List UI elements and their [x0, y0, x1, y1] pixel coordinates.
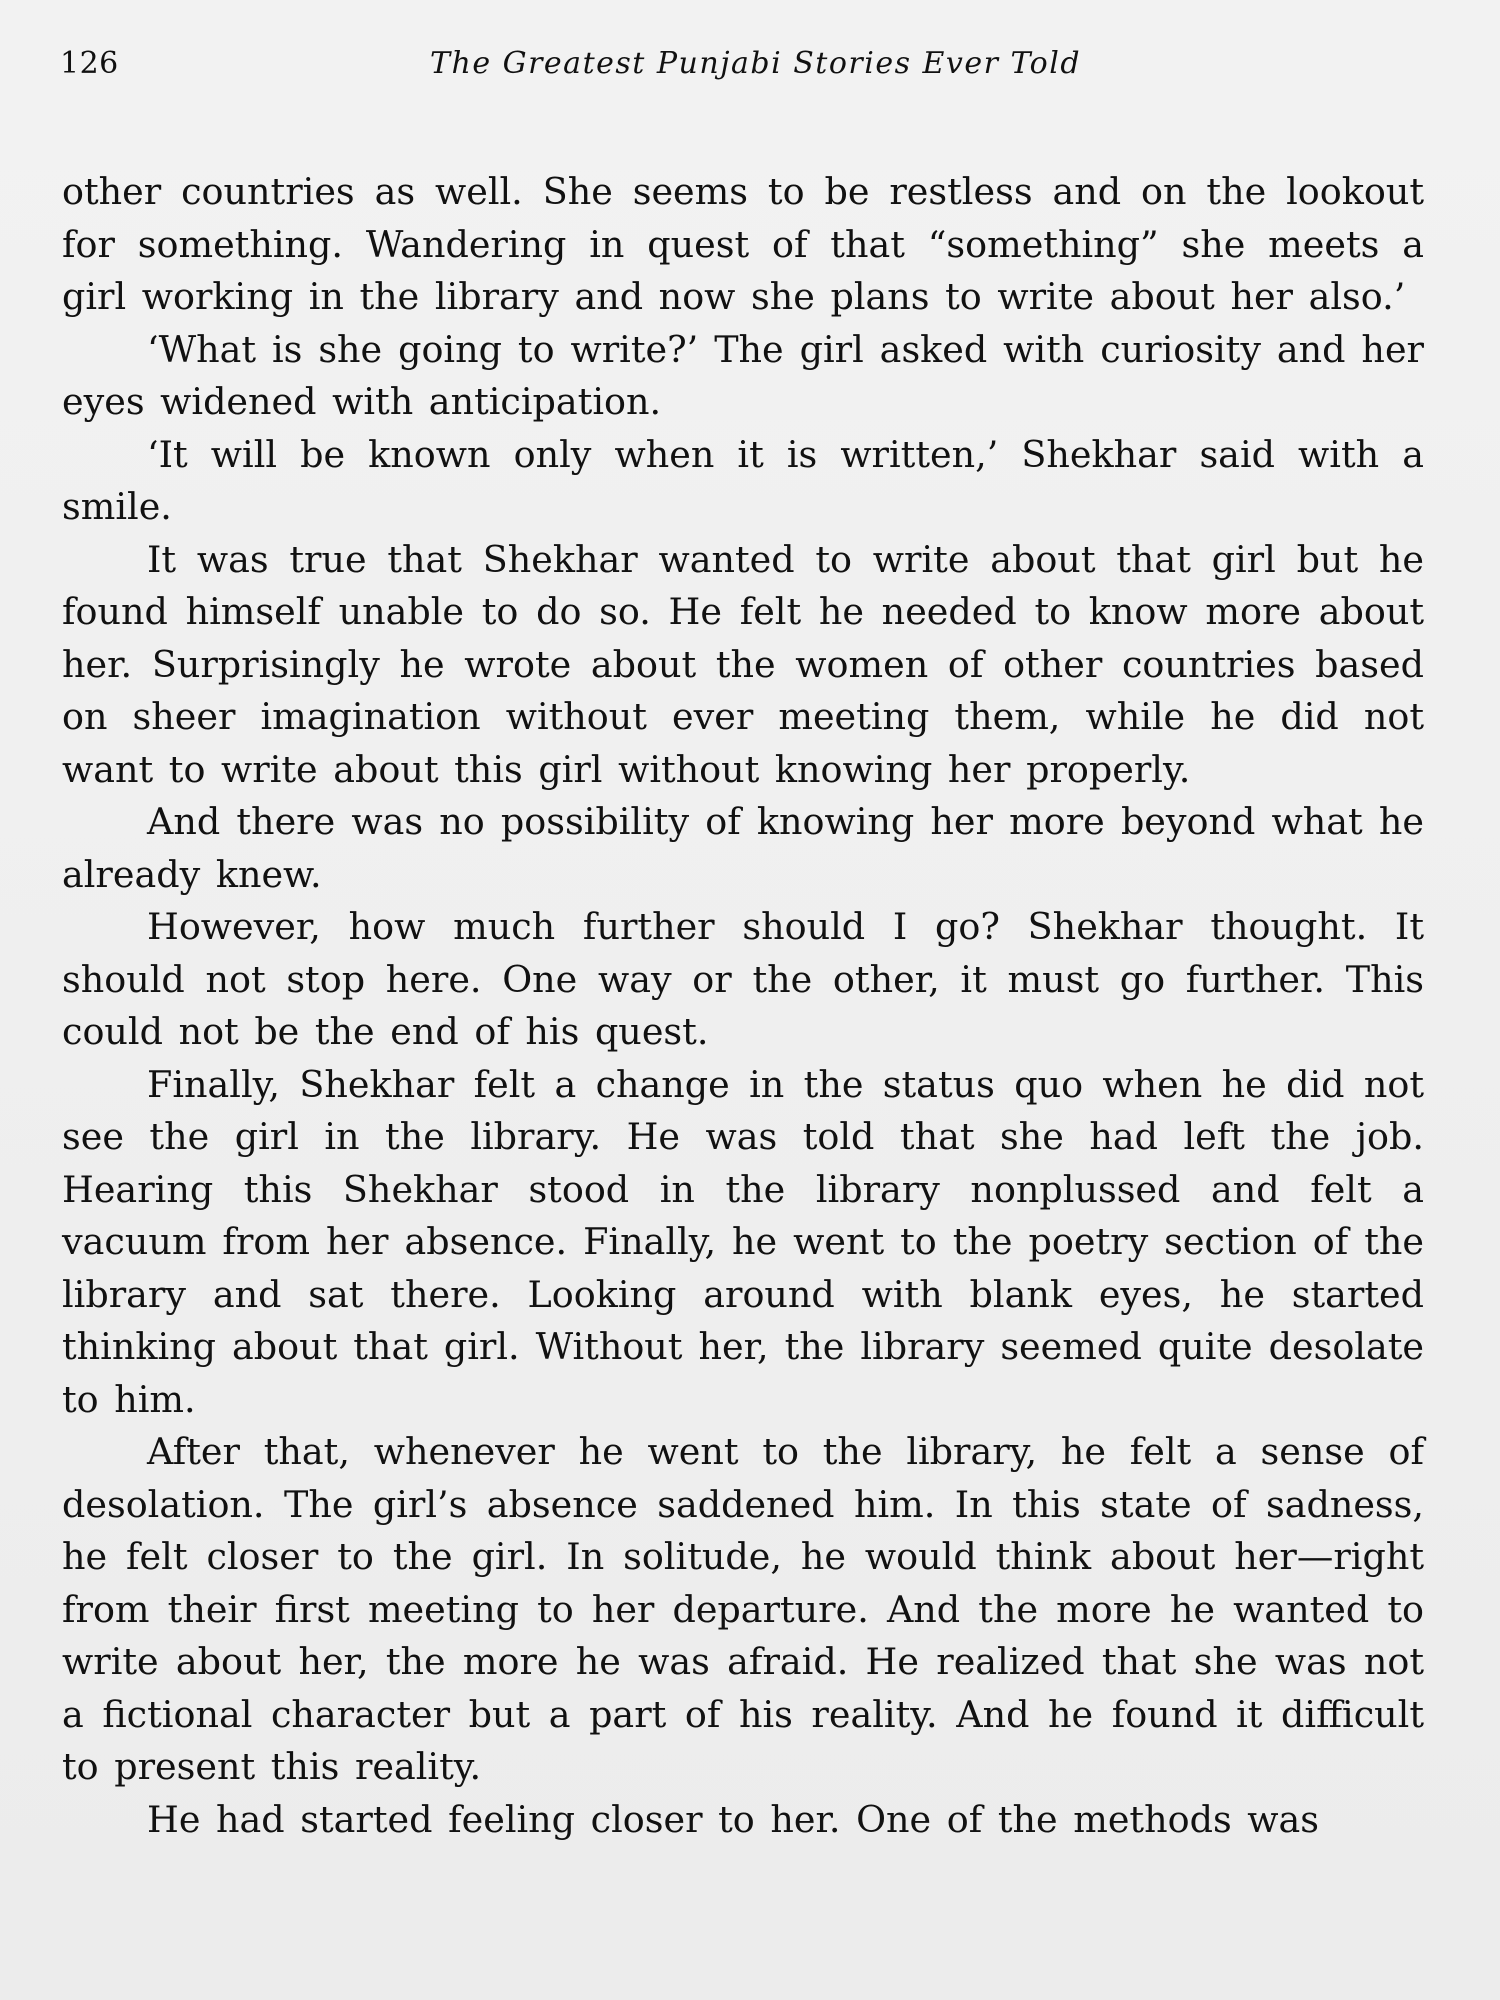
paragraph-3: ‘It will be known only when it is written,’ Shekhar said with a smile. — [62, 432, 1424, 528]
page-header — [60, 46, 1440, 96]
paragraph-2: ‘What is she going to write?’ The girl asked with curiosity and her eyes widened with anticipation. — [62, 327, 1424, 423]
paragraph-4: It was true that Shekhar wanted to write about that girl but he found himself unable to do so. He felt he needed to know more about her. Surprisingly he wrote about the women of other countries based on sheer imagination without ever meeting them, while he did not want to write about this girl without knowing her properly. — [62, 537, 1424, 791]
paragraph-8: After that, whenever he went to the library, he felt a sense of desolation. The girl’s absence saddened him. In this state of sadness, he felt closer to the girl. In solitude, he would think about her—right from their first meeting to her departure. And the more he wanted to write about her, the more he was afraid. He realized that she was not a fictional character but a part of his reality. And he found it difficult to present this reality. — [62, 1430, 1424, 1788]
page-number: 126 — [60, 46, 119, 81]
running-title: The Greatest Punjabi Stories Ever Told — [430, 46, 1082, 81]
paragraph-5: And there was no possibility of knowing her more beyond what he already knew. — [62, 800, 1424, 896]
body-text — [62, 166, 1424, 1846]
paragraph-7: Finally, Shekhar felt a change in the status quo when he did not see the girl in the library. He was told that she had left the job. Hearing this Shekhar stood in the library nonplussed and felt a vacuum from her absence. Finally, he went to the poetry section of the library and sat there. Looking around with blank eyes, he started thinking about that girl. Without her, the library seemed quite desolate to him. — [62, 1062, 1424, 1421]
paragraph-1: other countries as well. She seems to be restless and on the lookout for something. Wandering in quest of that “something” she meets a girl working in the library and now she plans to write about her also.’ — [62, 170, 1424, 318]
paragraph-9: He had started feeling closer to her. One of the methods was — [147, 1797, 1320, 1841]
paragraph-6: However, how much further should I go? Shekhar thought. It should not stop here. One way or the other, it must go further. This could not be the end of his quest. — [62, 905, 1424, 1053]
